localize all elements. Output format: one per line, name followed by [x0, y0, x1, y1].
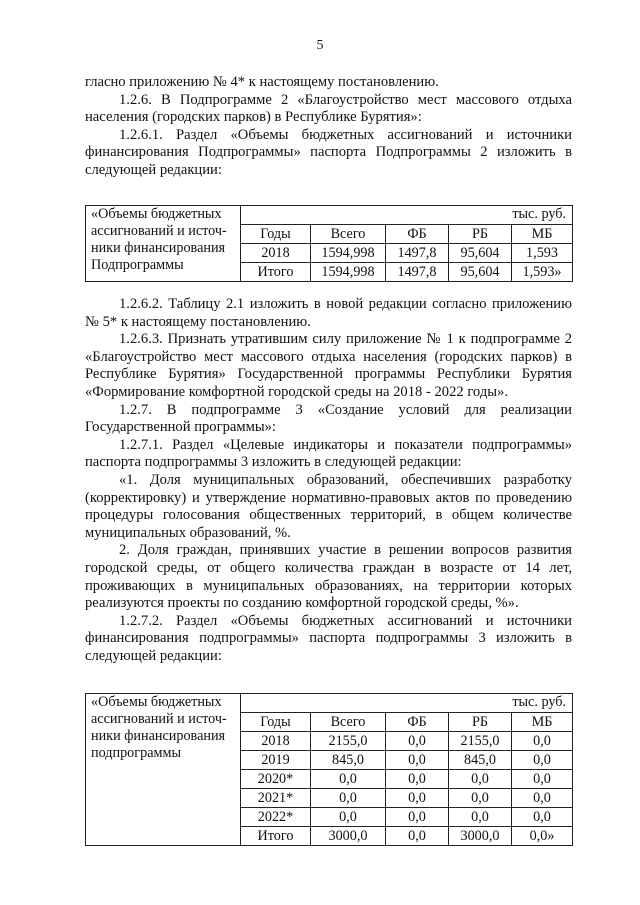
table1-header-cell: Годы: [241, 225, 311, 244]
funding-table-subprogram-2: [85, 205, 572, 282]
table-cell: 1,593: [512, 244, 573, 263]
table-cell: 0,0: [512, 789, 573, 808]
table1-header-cell: Всего: [311, 225, 386, 244]
table-cell: 0,0: [386, 827, 449, 846]
table-cell: Итого: [241, 263, 311, 282]
table1-label-cell: [86, 206, 241, 282]
table2-label-line: ники финансирования: [91, 728, 226, 744]
table-cell: 95,604: [449, 263, 512, 282]
table-cell: 0,0: [449, 808, 512, 827]
indicator-1: «1. Доля муниципальных образований, обеспечивших разработку (корректировку) и утверждение нормативно-правовых актов по проведению процедуры голосования общественных территорий, в общем количестве муниципальных образований, %.: [85, 471, 572, 541]
table-cell: Итого: [241, 827, 311, 846]
paragraph-continuation: гласно приложению № 4* к настоящему постановлению.: [85, 74, 439, 90]
table1-label-line: ники финансирования: [91, 240, 226, 256]
table-cell: 1497,8: [386, 244, 449, 263]
table-cell: 0,0»: [512, 827, 573, 846]
table-cell: 845,0: [449, 751, 512, 770]
table2-header-cell: МБ: [512, 713, 573, 732]
funding-table-subprogram-3: [85, 693, 572, 846]
table-cell: 0,0: [512, 732, 573, 751]
table-cell: 2022*: [241, 808, 311, 827]
table-cell: 2155,0: [449, 732, 512, 751]
paragraph-1-2-7-2: 1.2.7.2. Раздел «Объемы бюджетных ассигнований и источники финансирования подпрограммы» паспорта подпрограммы 3 изложить в следующей редакции:: [85, 612, 572, 664]
table-cell: 1594,998: [311, 244, 386, 263]
table-cell: 0,0: [449, 770, 512, 789]
table-cell: 845,0: [311, 751, 386, 770]
table-cell: 0,0: [311, 808, 386, 827]
table-cell: 1497,8: [386, 263, 449, 282]
paragraph-1-2-7: 1.2.7. В подпрограмме 3 «Создание условий для реализации Государственной программы»:: [85, 401, 572, 436]
table-cell: 0,0: [386, 770, 449, 789]
paragraph-1-2-7-1: 1.2.7.1. Раздел «Целевые индикаторы и показатели подпрограммы» паспорта подпрограммы 3 изложить в следующей редакции:: [85, 436, 572, 471]
table-cell: 1594,998: [311, 263, 386, 282]
paragraph-1-2-6: 1.2.6. В Подпрограмме 2 «Благоустройство мест массового отдыха населения (городских парков) в Республике Бурятия»:: [85, 91, 572, 126]
table-cell: 0,0: [311, 770, 386, 789]
paragraph-1-2-6-1: 1.2.6.1. Раздел «Объемы бюджетных ассигнований и источники финансирования Подпрограммы» паспорта Подпрограммы 2 изложить в следующей редакции:: [85, 126, 572, 178]
table-cell: 0,0: [512, 751, 573, 770]
table-cell: 0,0: [449, 789, 512, 808]
table-cell: 0,0: [512, 808, 573, 827]
table1-units: тыс. руб.: [241, 206, 573, 225]
table-cell: 1,593»: [512, 263, 573, 282]
table-cell: 3000,0: [311, 827, 386, 846]
table2-label-line: ассигнований и источ-: [91, 711, 227, 727]
table1-label-line: ассигнований и источ-: [91, 223, 227, 239]
table-cell: 0,0: [386, 789, 449, 808]
table1-header-cell: МБ: [512, 225, 573, 244]
table-cell: 2021*: [241, 789, 311, 808]
page-number: 5: [316, 38, 324, 53]
table-cell: 2019: [241, 751, 311, 770]
paragraph-1-2-6-2: 1.2.6.2. Таблицу 2.1 изложить в новой редакции согласно приложению № 5* к настоящему постановлению.: [85, 296, 572, 330]
table-cell: 95,604: [449, 244, 512, 263]
table2-label-line: подпрограммы: [91, 745, 181, 761]
table-cell: 0,0: [386, 732, 449, 751]
table2-units: тыс. руб.: [241, 694, 573, 713]
table-cell: 2155,0: [311, 732, 386, 751]
table-cell: 0,0: [512, 770, 573, 789]
table-cell: 0,0: [386, 751, 449, 770]
table1-header-cell: РБ: [449, 225, 512, 244]
paragraph-1-2-6-3: 1.2.6.3. Признать утратившим силу приложение № 1 к подпрограмме 2 «Благоустройство мест массового отдыха населения (городских парков) в Республике Бурятия» Государственной программы Республики Бурятия «Формирование комфортной городской среды на 2018 - 2022 годы».: [85, 331, 572, 400]
table2-label-line: «Объемы бюджетных: [91, 694, 222, 710]
table1-label-line: Подпрограммы: [91, 257, 184, 273]
text-block-intro: [85, 74, 572, 180]
table1-label-line: «Объемы бюджетных: [91, 206, 222, 222]
table2-header-cell: Годы: [241, 713, 311, 732]
table2-header-cell: РБ: [449, 713, 512, 732]
table2-header-cell: ФБ: [386, 713, 449, 732]
table2-label-cell: [86, 694, 241, 846]
table-cell: 3000,0: [449, 827, 512, 846]
table2-header-cell: Всего: [311, 713, 386, 732]
table-cell: 2020*: [241, 770, 311, 789]
table1-header-cell: ФБ: [386, 225, 449, 244]
table-cell: 2018: [241, 244, 311, 263]
indicator-2: 2. Доля граждан, принявших участие в решении вопросов развития городской среды, от общего количества граждан в возрасте от 14 лет, проживающих в муниципальных образованиях, на территории которых реализуются проекты по созданию комфортной городской среды, %».: [85, 542, 572, 612]
table-cell: 0,0: [386, 808, 449, 827]
table-cell: 0,0: [311, 789, 386, 808]
table-cell: 2018: [241, 732, 311, 751]
text-block-middle: [85, 296, 572, 665]
